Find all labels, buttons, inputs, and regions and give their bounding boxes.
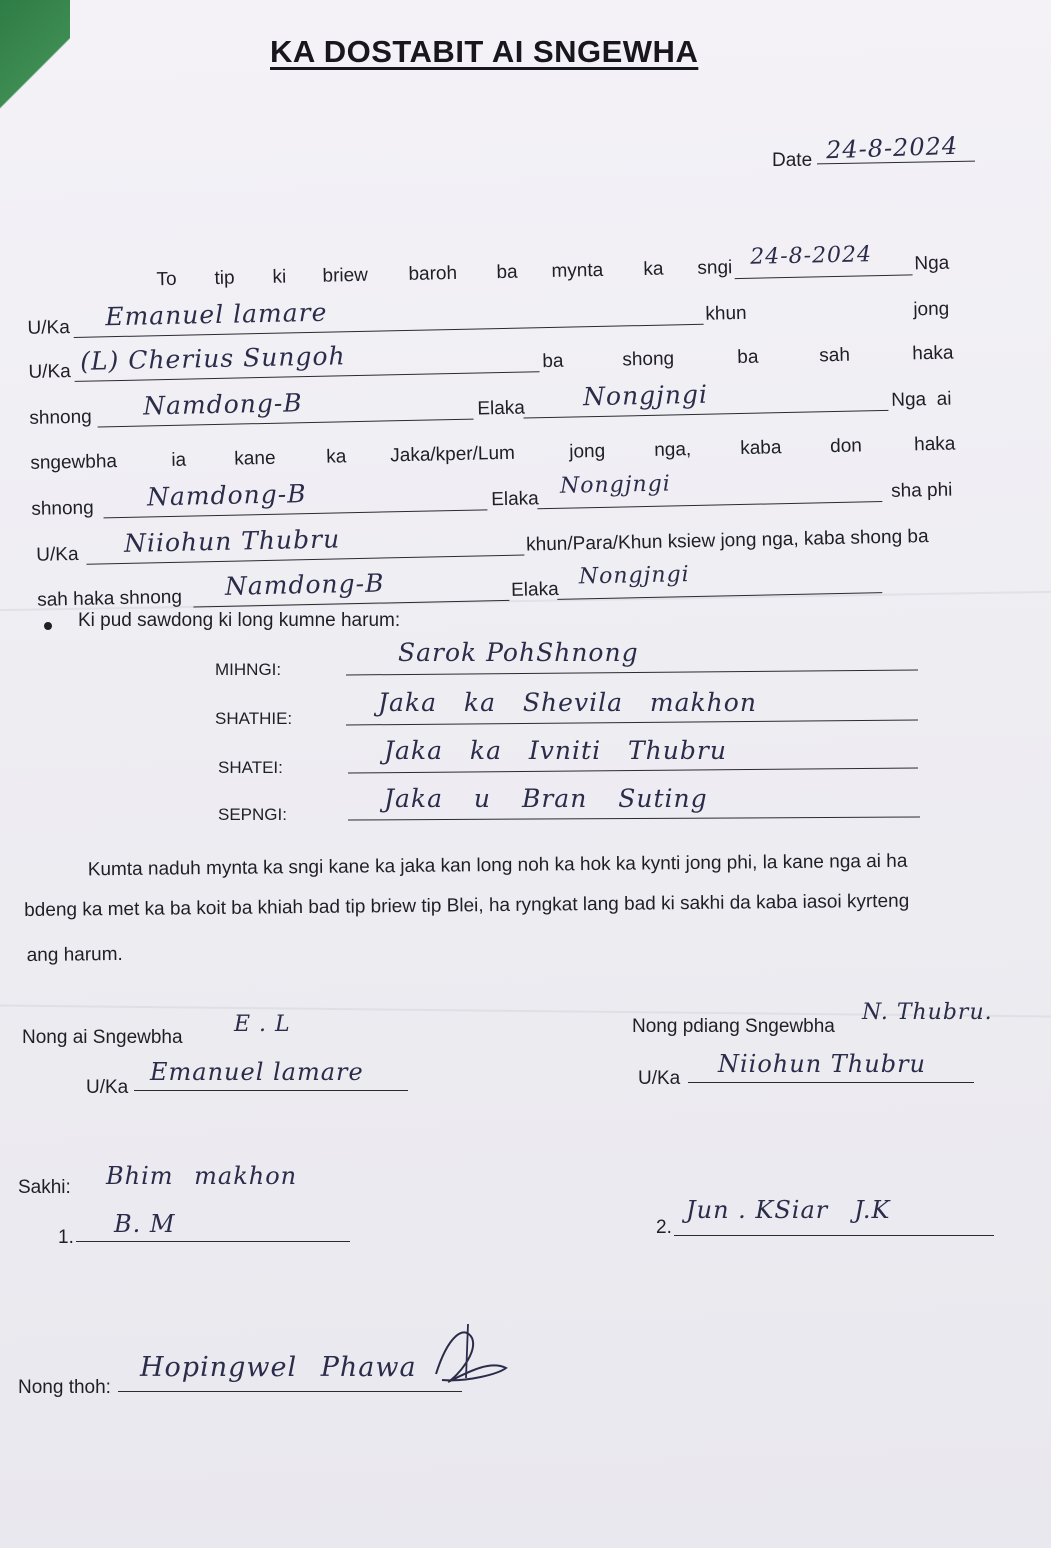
shatei-label: SHATEI: (218, 758, 283, 777)
shnong-value: Namdong-B (142, 388, 303, 421)
witness1-name: Bhim makhon (106, 1162, 298, 1190)
uka-label: U/Ka (27, 317, 70, 339)
p1-word: kaba (739, 437, 782, 460)
p1-word: tip (214, 267, 235, 289)
p1-word: jong (569, 440, 606, 463)
receiver-label: Nong pdiang Sngewbha (632, 1016, 835, 1037)
elaka-value: Nongjngi (578, 562, 690, 590)
witness1-line (76, 1241, 350, 1242)
p1-text: khun/Para/Khun ksiew jong nga, kaba shong ba (525, 526, 929, 556)
receiver-name-line (688, 1082, 974, 1083)
uka-label: U/Ka (36, 543, 79, 566)
p1-word: don (829, 435, 863, 458)
p1-word: Jaka/kper/Lum (390, 442, 516, 467)
p1-word: jong (913, 298, 950, 321)
shnong-value: Namdong-B (224, 568, 385, 601)
writer-label: Nong thoh: (18, 1377, 111, 1398)
statement-line: Kumta naduh mynta ka sngi kane ka jaka kan long noh ka hok ka kynti jong phi, la kane nga ai ha (87, 850, 908, 881)
witness2-number: 2. (656, 1217, 672, 1238)
elaka-label: Elaka (510, 578, 559, 601)
shathie-label: SHATHIE: (215, 709, 293, 728)
p1-word: haka (912, 342, 954, 365)
mihngi-label: MIHNGI: (215, 660, 282, 679)
p1-word: sah (819, 344, 851, 367)
receiver-initials: N. Thubru. (862, 1000, 993, 1025)
receiver-name: Niiohun Thubru (718, 1050, 927, 1078)
writer-name: Hopingwel Phawa (140, 1352, 417, 1383)
p1-word: To (156, 268, 177, 291)
p1-word: nga, (654, 439, 692, 461)
p1-word: ba (737, 346, 759, 369)
boundaries-intro: Ki pud sawdong ki long kumne harum: (78, 610, 401, 631)
witness-label: Sakhi: (18, 1177, 71, 1198)
p1-word: sngi (697, 257, 733, 279)
mihngi-value: Sarok PohShnong (398, 638, 639, 667)
p1-word: ba (496, 261, 518, 284)
father-name: (L) Cherius Sungoh (79, 341, 346, 376)
elaka-label: Elaka (491, 488, 539, 511)
witness2-line (674, 1235, 994, 1236)
witness2-signature: Jun . KSiar J.K (686, 1196, 891, 1224)
writer-signature-scribble (428, 1316, 518, 1396)
statement-line: bdeng ka met ka ba koit ba khiah bad tip briew tip Blei, ha ryngkat lang bad ki sakhi da kaba iasoi kyrteng (24, 890, 910, 921)
p1-word: sha phi (890, 479, 953, 502)
sepngi-value: Jaka u Bran Suting (384, 784, 708, 813)
receiver-uka-label: U/Ka (638, 1068, 681, 1089)
p1-word: ba (542, 350, 564, 373)
p1-date-value: 24-8-2024 (749, 242, 873, 270)
statement-line: ang harum. (26, 943, 123, 966)
p1-word: ka (643, 258, 664, 280)
p1-word: baroh (408, 262, 458, 285)
shnong-value: Namdong-B (146, 479, 307, 512)
elaka-value: Nongjngi (582, 379, 709, 412)
p1-word: ki (272, 266, 287, 288)
document-title: KA DOSTABIT AI SNGEWHA (270, 34, 699, 69)
witness1-signature: B. M (114, 1210, 176, 1238)
p1-word: shong (622, 348, 675, 371)
p1-word: kane (234, 447, 276, 470)
p1-word: briew (322, 264, 369, 287)
shatei-value: Jaka ka Ivniti Thubru (384, 736, 727, 765)
giver-uka-label: U/Ka (86, 1077, 129, 1098)
giver-name: Emanuel lamare (150, 1058, 364, 1086)
giver-initials: E . L (234, 1012, 291, 1037)
elaka-label: Elaka (477, 397, 526, 420)
recipient-name: Niiohun Thubru (123, 524, 341, 558)
p1-word: khun (705, 302, 747, 325)
date-label: Date (772, 150, 813, 171)
elaka-value: Nongjngi (559, 471, 672, 499)
p1-word: ia (171, 449, 187, 471)
p1-word: Nga (914, 252, 950, 275)
giver-name-line (134, 1090, 408, 1091)
witness1-number: 1. (58, 1227, 74, 1248)
date-value: 24-8-2024 (825, 131, 959, 165)
p1-word: mynta (551, 259, 604, 282)
shnong-label: shnong (31, 497, 94, 520)
shathie-value: Jaka ka Shevila makhon (378, 688, 757, 717)
sepngi-label: SEPNGI: (218, 805, 287, 824)
p1-word: haka (913, 433, 956, 456)
p1-word: sngewbha (30, 451, 118, 474)
sah-haka-shnong-label: sah haka shnong (37, 586, 183, 611)
shnong-label: shnong (29, 406, 92, 429)
uka-label: U/Ka (28, 361, 71, 383)
writer-line (118, 1391, 462, 1392)
declarant-name: Emanuel lamare (105, 297, 328, 332)
p1-word: ka (326, 446, 347, 468)
giver-label: Nong ai Sngewbha (22, 1027, 183, 1048)
p1-word: Nga ai (891, 388, 952, 411)
